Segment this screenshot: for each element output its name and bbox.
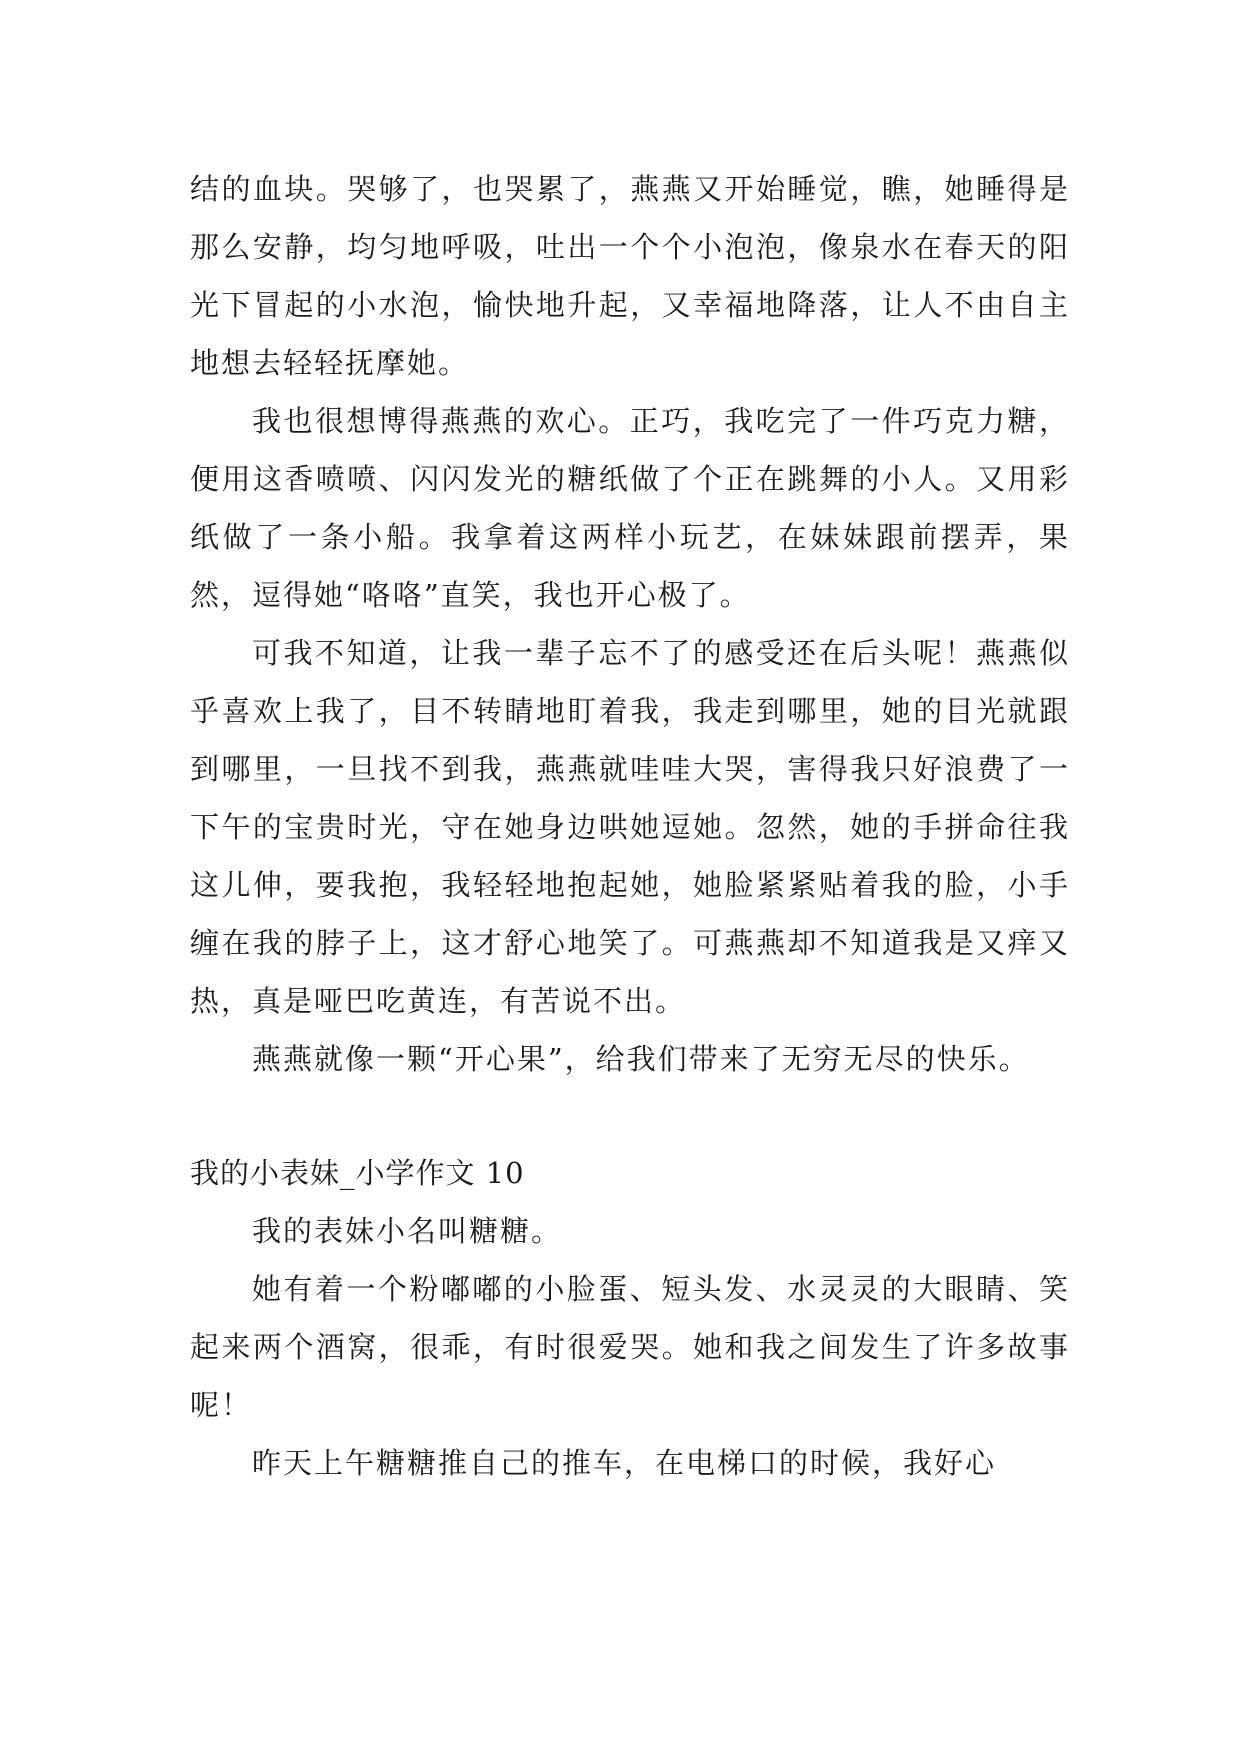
paragraph-happy-fruit: 燕燕就像一颗“开心果”，给我们带来了无穷无尽的快乐。	[252, 1042, 1030, 1076]
section-title: 我的小表妹_小学作文 10	[190, 1156, 525, 1190]
paragraph-cousin-name: 我的表妹小名叫糖糖。	[252, 1214, 563, 1248]
paragraph-unforgettable: 可我不知道，让我一辈子忘不了的感受还在后头呢！燕燕似乎喜欢上我了，目不转睛地盯着我，我走到哪里，她的目光就跟到哪里，一旦找不到我，燕燕就哇哇大哭，害得我只好浪费了一下午的宝贵时光，守在她身边哄她逗她。忽然，她的手拼命往我这儿伸，要我抱，我轻轻地抱起她，她脸紧紧贴着我的脸，小手缠在我的脖子上，这才舒心地笑了。可燕燕却不知道我是又痒又热，真是哑巴吃黄连，有苦说不出。	[190, 636, 1070, 1018]
document-page	[190, 160, 1070, 1492]
paragraph-elevator: 昨天上午糖糖推自己的推车，在电梯口的时候，我好心	[252, 1446, 997, 1480]
paragraph-continuation: 结的血块。哭够了，也哭累了，燕燕又开始睡觉，瞧，她睡得是那么安静，均匀地呼吸，吐出一个个小泡泡，像泉水在春天的阳光下冒起的小水泡，愉快地升起，又幸福地降落，让人不由自主地想去轻轻抚摩她。	[190, 172, 1070, 380]
paragraph-cousin-looks: 她有着一个粉嘟嘟的小脸蛋、短头发、水灵灵的大眼睛、笑起来两个酒窝，很乖，有时很爱哭。她和我之间发生了许多故事呢！	[190, 1272, 1070, 1422]
paragraph-candy-paper: 我也很想博得燕燕的欢心。正巧，我吃完了一件巧克力糖，便用这香喷喷、闪闪发光的糖纸做了个正在跳舞的小人。又用彩纸做了一条小船。我拿着这两样小玩艺，在妹妹跟前摆弄，果然，逗得她“咯咯”直笑，我也开心极了。	[190, 404, 1070, 612]
